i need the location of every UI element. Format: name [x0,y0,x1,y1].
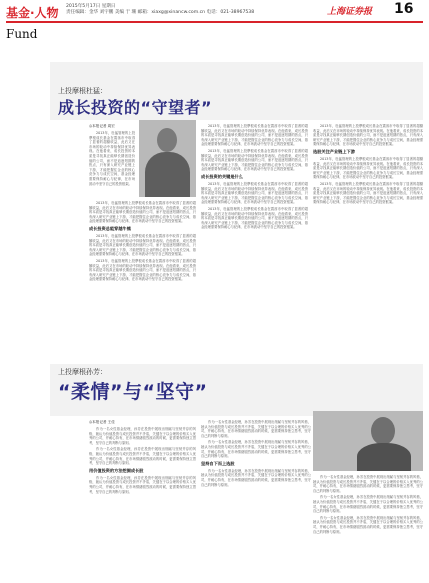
paragraph: 2013年，杜猛管理的上投摩根成长基金在震荡市中取得了显著的超额收益，此后又在市场的轮动中持续保持优异表现。在他看来，成长投资的本质是寻找真正能够长期创造价值的公司，而不是追逐短期的热点，只有深入研究产业链上下游，才能把握住企业的核心竞争力与成长空间，基金经理需要保持耐心与纪律，在市场波动中坚守自己的投资框架。 [201,206,308,230]
date-text: 2015年5月17日 星期日 [66,4,116,9]
paragraph: 2013年，杜猛管理的上投摩根成长基金在震荡市中取得了显著的超额收益，此后又在市场的轮动中持续保持优异表现。在他看来，成长投资的本质是寻找真正能够长期创造价值的公司，而不是追逐短期的热点，只有深入研究产业链上下游，才能把握住企业的核心竞争力与成长空间，基金经理需要保持耐心与纪律，在市场波动中坚守自己的投资框架。 [313,124,423,147]
paragraph: 作为一名女性基金经理，孙芳在投资中展现出细腻与坚韧并存的风格，她认为价值投资与成长投资并不矛盾，关键在于以合理的价格买入优秀的公司，并耐心持有，在市场情绪剧烈波动的时候，更需要保持独立思考，坚守自己的判断与原则。 [89,447,196,466]
article2-subhead-1: 用价值投资的方法挖掘成长股 [89,467,144,473]
paragraph: 作为一名女性基金经理，孙芳在投资中展现出细腻与坚韧并存的风格，她认为价值投资与成长投资并不矛盾，关键在于以合理的价格买入优秀的公司，并耐心持有，在市场情绪剧烈波动的时候，更需要保持独立思考，坚守自己的判断与原则。 [313,495,423,514]
paragraph: 作为一名女性基金经理，孙芳在投资中展现出细腻与坚韧并存的风格，她认为价值投资与成长投资并不矛盾，关键在于以合理的价格买入优秀的公司，并耐心持有，在市场情绪剧烈波动的时候，更需要保持独立思考，坚守自己的判断与原则。 [313,475,423,493]
paragraph: 2013年，杜猛管理的上投摩根成长基金在震荡市中取得了显著的超额收益，此后又在市场的轮动中持续保持优异表现。在他看来，成长投资的本质是寻找真正能够长期创造价值的公司，而不是追逐短期的热点，只有深入研究产业链上下游，才能把握住企业的核心竞争力与成长空间，基金经理需要保持耐心与纪律，在市场波动中坚守自己的投资框架。 [201,181,308,205]
paragraph: 作为一名女性基金经理，孙芳在投资中展现出细腻与坚韧并存的风格，她认为价值投资与成长投资并不矛盾，关键在于以合理的价格买入优秀的公司，并耐心持有，在市场情绪剧烈波动的时候，更需要保持独立思考，坚守自己的判断与原则。 [201,420,311,438]
paragraph: 作为一名女性基金经理，孙芳在投资中展现出细腻与坚韧并存的风格，她认为价值投资与成长投资并不矛盾，关键在于以合理的价格买入优秀的公司，并耐心持有，在市场情绪剧烈波动的时候，更需要保持独立思考，坚守自己的判断与原则。 [313,515,423,534]
header-rule [6,21,423,23]
paragraph: 2013年，杜猛管理的上投摩根成长基金在震荡市中取得了显著的超额收益，此后又在市场的轮动中持续保持优异表现。在他看来，成长投资的本质是寻找真正能够长期创造价值的公司，而不是追逐短期的热点，只有深入研究产业链上下游，才能把握住企业的核心竞争力与成长空间，基金经理需要保持耐心与纪律，在市场波动中坚守自己的投资框架。 [89,258,196,282]
article1-byline: ◎本报记者 周宏 [89,124,115,128]
portrait-head [157,128,177,152]
article2-kicker: 上投摩根孙芳： [58,368,107,376]
column-name: Fund [6,27,38,41]
article2-header [50,364,423,416]
article1-column-2 [201,124,308,361]
paragraph: 2013年，杜猛管理的上投摩根成长基金在震荡市中取得了显著的超额收益，此后又在市场的轮动中持续保持优异表现。在他看来，成长投资的本质是寻找真正能够长期创造价值的公司，而不是追逐短期的热点，只有深入研究产业链上下游，才能把握住企业的核心竞争力与成长空间，基金经理需要保持耐心与纪律，在市场波动中坚守自己的投资框架。 [89,201,196,224]
article2-headline: “柔情”与“坚守” [58,381,208,403]
portrait-body [145,152,190,197]
article1-kicker: 上投摩根杜猛： [58,87,107,95]
article1-intro-column [89,124,135,198]
article2-column-1 [89,420,196,580]
paragraph: 作为一名女性基金经理，孙芳在投资中展现出细腻与坚韧并存的风格，她认为价值投资与成长投资并不矛盾，关键在于以合理的价格买入优秀的公司，并耐心持有，在市场情绪剧烈波动的时候，更需要保持独立思考，坚守自己的判断与原则。 [201,468,311,487]
paragraph: 作为一名女性基金经理，孙芳在投资中展现出细腻与坚韧并存的风格，她认为价值投资与成长投资并不矛盾，关键在于以合理的价格买入优秀的公司，并耐心持有，在市场情绪剧烈波动的时候，更需要保持独立思考，坚守自己的判断与原则。 [89,475,196,494]
article2-column-2 [201,420,311,580]
article1-column-3 [313,124,423,361]
paragraph: 2013年，杜猛管理的上投摩根成长基金在震荡市中取得了显著的超额收益，此后又在市场的轮动中持续保持优异表现。在他看来，成长投资的本质是寻找真正能够长期创造价值的公司，而不是追逐短期的热点，只有深入研究产业链上下游，才能把握住企业的核心竞争力与成长空间，基金经理需要保持耐心与纪律，在市场波动中坚守自己的投资框架。 [313,181,423,205]
article2-byline: ◎本报记者 王佳 [89,420,115,424]
paragraph: 2013年，杜猛管理的上投摩根成长基金在震荡市中取得了显著的超额收益，此后又在市场的轮动中持续保持优异表现。在他看来，成长投资的本质是寻找真正能够长期创造价值的公司，而不是追逐短期的热点，只有深入研究产业链上下游，才能把握住企业的核心竞争力与成长空间，基金经理需要保持耐心与纪律，在市场波动中坚守自己的投资框架。 [89,233,196,257]
paragraph: 2013年，杜猛管理的上投摩根成长基金在震荡市中取得了显著的超额收益，此后又在市场的轮动中持续保持优异表现。在他看来，成长投资的本质是寻找真正能够长期创造价值的公司，而不是追逐短期的热点，只有深入研究产业链上下游，才能把握住企业的核心竞争力与成长空间，基金经理需要保持耐心与纪律，在市场波动中坚守自己的投资框架。 [89,131,135,186]
portrait-head [371,417,395,445]
article1-subhead-2: 选股关注产业链上下游 [313,148,355,154]
paragraph: 2013年，杜猛管理的上投摩根成长基金在震荡市中取得了显著的超额收益，此后又在市场的轮动中持续保持优异表现。在他看来，成长投资的本质是寻找真正能够长期创造价值的公司，而不是追逐短期的热点，只有深入研究产业链上下游，才能把握住企业的核心竞争力与成长空间，基金经理需要保持耐心与纪律，在市场波动中坚守自己的投资框架。 [313,156,423,180]
page-number: 16 [394,1,414,17]
article1-portrait [139,120,196,197]
article1-header [50,62,423,120]
article1-subhead-1: 成长投资总能穿越牛熊 [89,225,131,231]
dateline [66,4,254,16]
editor-line: 责任编辑：金华 刘宇鹏 美编 于 珊 邮箱：xiaxg@xinancw.com.cn 电话：021-38967538 [66,10,255,15]
article2-column-3 [313,475,423,580]
article2-portrait [313,411,423,471]
article1-subhead-3: 成长投资的关键是什么 [201,173,243,179]
article1-column-1 [89,201,196,361]
masthead [0,0,429,44]
paragraph: 2013年，杜猛管理的上投摩根成长基金在震荡市中取得了显著的超额收益，此后又在市场的轮动中持续保持优异表现。在他看来，成长投资的本质是寻找真正能够长期创造价值的公司，而不是追逐短期的热点，只有深入研究产业链上下游，才能把握住企业的核心竞争力与成长空间，基金经理需要保持耐心与纪律，在市场波动中坚守自己的投资框架。 [201,148,308,172]
section-title: 基金·人物 [6,6,59,20]
paper-logo: 上海证券报 [327,7,373,17]
portrait-body [357,443,411,471]
paragraph: 2013年，杜猛管理的上投摩根成长基金在震荡市中取得了显著的超额收益，此后又在市场的轮动中持续保持优异表现。在他看来，成长投资的本质是寻找真正能够长期创造价值的公司，而不是追逐短期的热点，只有深入研究产业链上下游，才能把握住企业的核心竞争力与成长空间，基金经理需要保持耐心与纪律，在市场波动中坚守自己的投资框架。 [201,124,308,147]
paragraph: 作为一名女性基金经理，孙芳在投资中展现出细腻与坚韧并存的风格，她认为价值投资与成长投资并不矛盾，关键在于以合理的价格买入优秀的公司，并耐心持有，在市场情绪剧烈波动的时候，更需要保持独立思考，坚守自己的判断与原则。 [201,440,311,459]
article2-subhead-2: 坚持自下而上选股 [201,460,235,466]
article1-headline: 成长投资的“守望者” [58,98,213,117]
paragraph: 作为一名女性基金经理，孙芳在投资中展现出细腻与坚韧并存的风格，她认为价值投资与成长投资并不矛盾，关键在于以合理的价格买入优秀的公司，并耐心持有，在市场情绪剧烈波动的时候，更需要保持独立思考，坚守自己的判断与原则。 [89,427,196,445]
